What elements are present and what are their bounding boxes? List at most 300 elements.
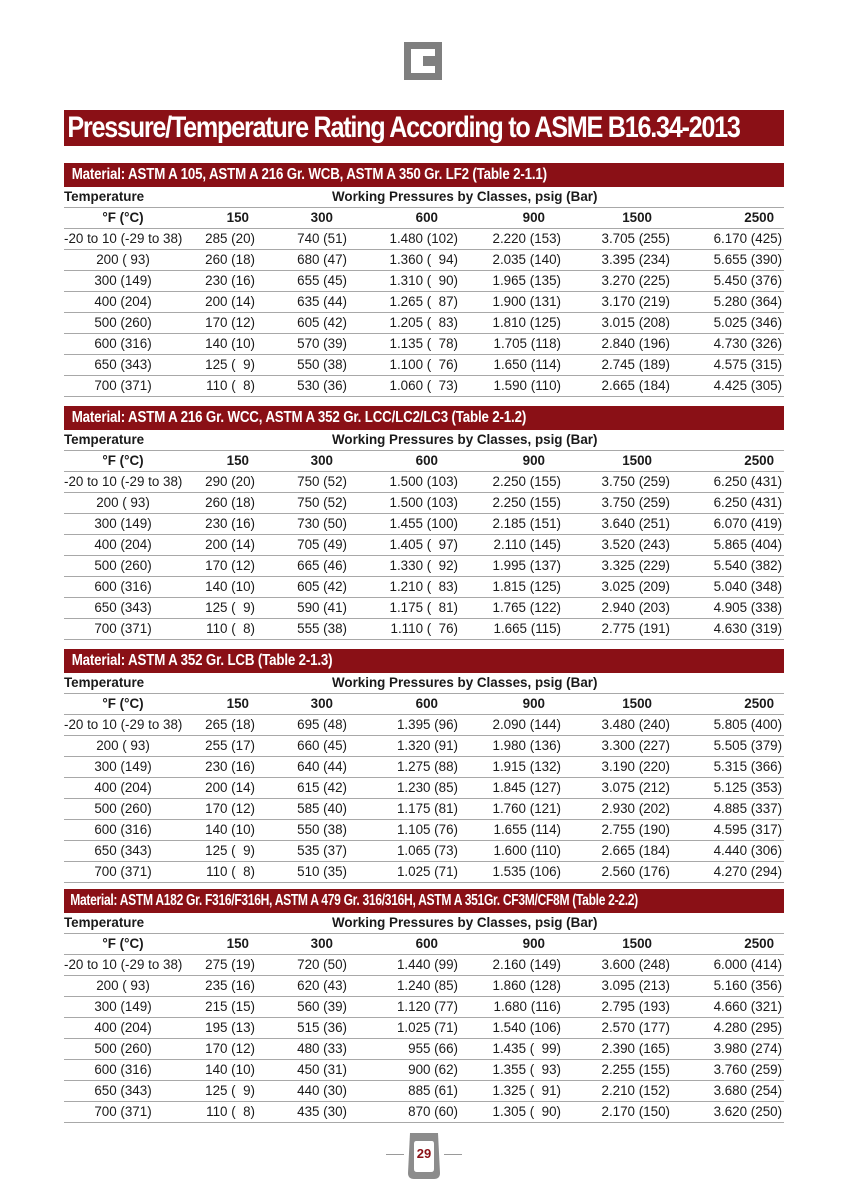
rating-table-section (64, 406, 784, 640)
pressure-cell: 870 (60) (359, 1102, 466, 1123)
temperature-cell: 500 (260) (64, 556, 192, 577)
temperature-cell: 650 (343) (64, 1081, 192, 1102)
pressure-cell: 900 (62) (359, 1060, 466, 1081)
working-pressures-heading: Working Pressures by Classes, psig (Bar) (192, 187, 784, 208)
pressure-rating-table (64, 430, 784, 640)
pressure-cell: 5.865 (404) (678, 535, 784, 556)
pressure-cell: 1.765 (122) (466, 598, 571, 619)
pressure-cell: 2.755 (190) (571, 820, 678, 841)
table-row (64, 229, 784, 250)
pressure-cell: 125 ( 9) (192, 841, 259, 862)
material-header: Material: ASTM A182 Gr. F316/F316H, ASTM A 479 Gr. 316/316H, ASTM A 351Gr. CF3M/CF8M (Table 2-2.2) (64, 889, 784, 913)
pressure-cell: 1.395 (96) (359, 715, 466, 736)
pressure-cell: 2.665 (184) (571, 841, 678, 862)
page-footer (386, 1133, 462, 1179)
temperature-unit-header: °F (°C) (64, 208, 192, 229)
temperature-cell: 400 (204) (64, 778, 192, 799)
pressure-cell: 695 (48) (259, 715, 359, 736)
pressure-cell: 3.300 (227) (571, 736, 678, 757)
temperature-cell: -20 to 10 (-29 to 38) (64, 955, 192, 976)
pressure-cell: 550 (38) (259, 355, 359, 376)
pressure-cell: 140 (10) (192, 820, 259, 841)
table-row (64, 250, 784, 271)
table-row (64, 736, 784, 757)
table-row (64, 313, 784, 334)
pressure-cell: 655 (45) (259, 271, 359, 292)
pressure-cell: 3.325 (229) (571, 556, 678, 577)
table-row (64, 577, 784, 598)
pressure-cell: 1.810 (125) (466, 313, 571, 334)
pressure-cell: 2.160 (149) (466, 955, 571, 976)
pressure-cell: 1.535 (106) (466, 862, 571, 883)
pressure-cell: 3.270 (225) (571, 271, 678, 292)
pressure-cell: 5.125 (353) (678, 778, 784, 799)
pressure-cell: 5.040 (348) (678, 577, 784, 598)
pressure-cell: 260 (18) (192, 493, 259, 514)
pressure-cell: 4.270 (294) (678, 862, 784, 883)
pressure-cell: 4.885 (337) (678, 799, 784, 820)
pressure-cell: 1.440 (99) (359, 955, 466, 976)
pressure-cell: 5.280 (364) (678, 292, 784, 313)
temperature-heading: Temperature (64, 430, 192, 451)
class-column-header: 600 (359, 451, 466, 472)
pressure-cell: 585 (40) (259, 799, 359, 820)
pressure-cell: 550 (38) (259, 820, 359, 841)
temperature-cell: 600 (316) (64, 577, 192, 598)
pressure-cell: 1.120 (77) (359, 997, 466, 1018)
class-column-header: 900 (466, 451, 571, 472)
pressure-cell: 3.015 (208) (571, 313, 678, 334)
pressure-cell: 4.660 (321) (678, 997, 784, 1018)
pressure-cell: 1.265 ( 87) (359, 292, 466, 313)
temperature-cell: 500 (260) (64, 313, 192, 334)
pressure-cell: 605 (42) (259, 577, 359, 598)
pressure-cell: 3.760 (259) (678, 1060, 784, 1081)
pressure-cell: 265 (18) (192, 715, 259, 736)
pressure-cell: 1.325 ( 91) (466, 1081, 571, 1102)
pressure-cell: 2.390 (165) (571, 1039, 678, 1060)
pressure-cell: 2.170 (150) (571, 1102, 678, 1123)
pressure-cell: 170 (12) (192, 313, 259, 334)
pressure-cell: 5.505 (379) (678, 736, 784, 757)
pressure-cell: 110 ( 8) (192, 619, 259, 640)
table-row (64, 841, 784, 862)
temperature-cell: 650 (343) (64, 598, 192, 619)
temperature-cell: 300 (149) (64, 514, 192, 535)
pressure-cell: 2.210 (152) (571, 1081, 678, 1102)
pressure-cell: 2.930 (202) (571, 799, 678, 820)
pressure-cell: 200 (14) (192, 778, 259, 799)
table-row (64, 997, 784, 1018)
pressure-cell: 1.480 (102) (359, 229, 466, 250)
working-pressures-heading: Working Pressures by Classes, psig (Bar) (192, 430, 784, 451)
pressure-cell: 720 (50) (259, 955, 359, 976)
material-header: Material: ASTM A 352 Gr. LCB (Table 2-1.3) (64, 649, 784, 673)
pressure-cell: 140 (10) (192, 334, 259, 355)
temperature-cell: 300 (149) (64, 997, 192, 1018)
material-header: Material: ASTM A 105, ASTM A 216 Gr. WCB, ASTM A 350 Gr. LF2 (Table 2-1.1) (64, 163, 784, 187)
footer-divider (444, 1154, 462, 1155)
class-column-header: 1500 (571, 694, 678, 715)
temperature-heading: Temperature (64, 673, 192, 694)
class-column-header: 300 (259, 694, 359, 715)
pressure-cell: 1.240 (85) (359, 976, 466, 997)
pressure-cell: 450 (31) (259, 1060, 359, 1081)
pressure-cell: 3.705 (255) (571, 229, 678, 250)
pressure-cell: 285 (20) (192, 229, 259, 250)
pressure-cell: 1.205 ( 83) (359, 313, 466, 334)
table-row (64, 1060, 784, 1081)
pressure-cell: 5.540 (382) (678, 556, 784, 577)
pressure-cell: 3.520 (243) (571, 535, 678, 556)
pressure-cell: 1.405 ( 97) (359, 535, 466, 556)
material-header: Material: ASTM A 216 Gr. WCC, ASTM A 352 Gr. LCC/LC2/LC3 (Table 2-1.2) (64, 406, 784, 430)
rating-table-section (64, 649, 784, 883)
pressure-cell: 2.220 (153) (466, 229, 571, 250)
table-row (64, 535, 784, 556)
pressure-cell: 1.330 ( 92) (359, 556, 466, 577)
pressure-cell: 1.065 (73) (359, 841, 466, 862)
temperature-cell: 650 (343) (64, 841, 192, 862)
pressure-cell: 125 ( 9) (192, 1081, 259, 1102)
pressure-cell: 1.590 (110) (466, 376, 571, 397)
pressure-cell: 1.230 (85) (359, 778, 466, 799)
pressure-cell: 510 (35) (259, 862, 359, 883)
pressure-cell: 3.190 (220) (571, 757, 678, 778)
pressure-cell: 6.250 (431) (678, 493, 784, 514)
pressure-rating-table (64, 673, 784, 883)
table-row (64, 757, 784, 778)
pressure-cell: 200 (14) (192, 292, 259, 313)
temperature-cell: 200 ( 93) (64, 250, 192, 271)
pressure-cell: 1.210 ( 83) (359, 577, 466, 598)
pressure-cell: 3.680 (254) (678, 1081, 784, 1102)
pressure-cell: 2.035 (140) (466, 250, 571, 271)
pressure-cell: 665 (46) (259, 556, 359, 577)
working-pressures-heading: Working Pressures by Classes, psig (Bar) (192, 913, 784, 934)
pressure-cell: 555 (38) (259, 619, 359, 640)
pressure-cell: 1.760 (121) (466, 799, 571, 820)
pressure-rating-table (64, 913, 784, 1123)
pressure-cell: 5.160 (356) (678, 976, 784, 997)
table-row (64, 862, 784, 883)
temperature-cell: 700 (371) (64, 862, 192, 883)
pressure-cell: 3.980 (274) (678, 1039, 784, 1060)
pressure-cell: 2.665 (184) (571, 376, 678, 397)
pressure-cell: 1.705 (118) (466, 334, 571, 355)
pressure-cell: 435 (30) (259, 1102, 359, 1123)
pressure-cell: 1.025 (71) (359, 1018, 466, 1039)
pressure-cell: 1.600 (110) (466, 841, 571, 862)
pressure-rating-table (64, 187, 784, 397)
pressure-cell: 3.170 (219) (571, 292, 678, 313)
pressure-cell: 5.450 (376) (678, 271, 784, 292)
pressure-cell: 5.025 (346) (678, 313, 784, 334)
table-row (64, 493, 784, 514)
pressure-cell: 2.745 (189) (571, 355, 678, 376)
pressure-cell: 1.310 ( 90) (359, 271, 466, 292)
pressure-cell: 2.185 (151) (466, 514, 571, 535)
pressure-cell: 640 (44) (259, 757, 359, 778)
class-column-header: 300 (259, 451, 359, 472)
table-row (64, 1018, 784, 1039)
temperature-cell: 200 ( 93) (64, 736, 192, 757)
class-column-header: 150 (192, 451, 259, 472)
pressure-cell: 1.100 ( 76) (359, 355, 466, 376)
temperature-unit-header: °F (°C) (64, 694, 192, 715)
pressure-cell: 1.105 (76) (359, 820, 466, 841)
pressure-cell: 2.570 (177) (571, 1018, 678, 1039)
temperature-cell: 400 (204) (64, 292, 192, 313)
class-column-header: 150 (192, 934, 259, 955)
table-row (64, 619, 784, 640)
pressure-cell: 1.320 (91) (359, 736, 466, 757)
pressure-cell: 195 (13) (192, 1018, 259, 1039)
temperature-cell: 600 (316) (64, 1060, 192, 1081)
pressure-cell: 5.805 (400) (678, 715, 784, 736)
pressure-cell: 3.095 (213) (571, 976, 678, 997)
pressure-cell: 140 (10) (192, 577, 259, 598)
pressure-cell: 2.795 (193) (571, 997, 678, 1018)
working-pressures-heading: Working Pressures by Classes, psig (Bar) (192, 673, 784, 694)
pressure-cell: 590 (41) (259, 598, 359, 619)
temperature-cell: -20 to 10 (-29 to 38) (64, 715, 192, 736)
pressure-cell: 1.175 ( 81) (359, 598, 466, 619)
pressure-cell: 3.750 (259) (571, 472, 678, 493)
temperature-cell: 500 (260) (64, 799, 192, 820)
table-row (64, 1039, 784, 1060)
pressure-cell: 4.575 (315) (678, 355, 784, 376)
pressure-cell: 110 ( 8) (192, 376, 259, 397)
temperature-cell: 200 ( 93) (64, 493, 192, 514)
temperature-cell: 650 (343) (64, 355, 192, 376)
class-column-header: 300 (259, 934, 359, 955)
pressure-cell: 1.355 ( 93) (466, 1060, 571, 1081)
pressure-cell: 1.025 (71) (359, 862, 466, 883)
pressure-cell: 1.540 (106) (466, 1018, 571, 1039)
table-row (64, 1081, 784, 1102)
class-column-header: 2500 (678, 694, 784, 715)
pressure-cell: 740 (51) (259, 229, 359, 250)
pressure-cell: 2.090 (144) (466, 715, 571, 736)
class-column-header: 600 (359, 208, 466, 229)
pressure-cell: 215 (15) (192, 997, 259, 1018)
pressure-cell: 480 (33) (259, 1039, 359, 1060)
temperature-cell: 500 (260) (64, 1039, 192, 1060)
pressure-cell: 4.595 (317) (678, 820, 784, 841)
pressure-cell: 750 (52) (259, 472, 359, 493)
rating-table-section (64, 889, 784, 1123)
pressure-cell: 515 (36) (259, 1018, 359, 1039)
pressure-cell: 2.775 (191) (571, 619, 678, 640)
rating-table-section (64, 163, 784, 397)
pressure-cell: 1.305 ( 90) (466, 1102, 571, 1123)
temperature-cell: -20 to 10 (-29 to 38) (64, 472, 192, 493)
temperature-cell: 700 (371) (64, 376, 192, 397)
pressure-cell: 2.940 (203) (571, 598, 678, 619)
pressure-cell: 3.480 (240) (571, 715, 678, 736)
temperature-cell: 300 (149) (64, 271, 192, 292)
pressure-cell: 2.560 (176) (571, 862, 678, 883)
pressure-cell: 3.620 (250) (678, 1102, 784, 1123)
pressure-cell: 235 (16) (192, 976, 259, 997)
pressure-cell: 3.600 (248) (571, 955, 678, 976)
temperature-heading: Temperature (64, 913, 192, 934)
pressure-cell: 140 (10) (192, 1060, 259, 1081)
table-row (64, 820, 784, 841)
pressure-cell: 885 (61) (359, 1081, 466, 1102)
table-row (64, 715, 784, 736)
pressure-cell: 1.435 ( 99) (466, 1039, 571, 1060)
pressure-cell: 1.915 (132) (466, 757, 571, 778)
pressure-cell: 1.110 ( 76) (359, 619, 466, 640)
temperature-heading: Temperature (64, 187, 192, 208)
table-row (64, 376, 784, 397)
pressure-cell: 110 ( 8) (192, 862, 259, 883)
company-logo-icon (404, 42, 442, 80)
pressure-cell: 4.280 (295) (678, 1018, 784, 1039)
pressure-cell: 1.995 (137) (466, 556, 571, 577)
pressure-cell: 125 ( 9) (192, 598, 259, 619)
temperature-cell: -20 to 10 (-29 to 38) (64, 229, 192, 250)
class-column-header: 900 (466, 934, 571, 955)
table-row (64, 514, 784, 535)
pressure-cell: 1.360 ( 94) (359, 250, 466, 271)
pressure-cell: 275 (19) (192, 955, 259, 976)
pressure-cell: 1.455 (100) (359, 514, 466, 535)
class-column-header: 2500 (678, 934, 784, 955)
pressure-cell: 730 (50) (259, 514, 359, 535)
temperature-cell: 400 (204) (64, 535, 192, 556)
temperature-cell: 700 (371) (64, 619, 192, 640)
pressure-cell: 6.170 (425) (678, 229, 784, 250)
table-row (64, 778, 784, 799)
pressure-cell: 1.815 (125) (466, 577, 571, 598)
pressure-cell: 6.070 (419) (678, 514, 784, 535)
pressure-cell: 750 (52) (259, 493, 359, 514)
pressure-cell: 1.500 (103) (359, 493, 466, 514)
page-number: 29 (416, 1146, 432, 1161)
pressure-cell: 2.250 (155) (466, 493, 571, 514)
table-row (64, 1102, 784, 1123)
pressure-cell: 1.965 (135) (466, 271, 571, 292)
pressure-cell: 1.845 (127) (466, 778, 571, 799)
table-row (64, 976, 784, 997)
pressure-cell: 200 (14) (192, 535, 259, 556)
pressure-cell: 6.250 (431) (678, 472, 784, 493)
table-row (64, 271, 784, 292)
pressure-cell: 230 (16) (192, 757, 259, 778)
temperature-cell: 300 (149) (64, 757, 192, 778)
pressure-cell: 1.135 ( 78) (359, 334, 466, 355)
pressure-cell: 170 (12) (192, 556, 259, 577)
class-column-header: 900 (466, 208, 571, 229)
pressure-cell: 680 (47) (259, 250, 359, 271)
pressure-cell: 440 (30) (259, 1081, 359, 1102)
pressure-cell: 260 (18) (192, 250, 259, 271)
pressure-cell: 2.110 (145) (466, 535, 571, 556)
temperature-cell: 600 (316) (64, 334, 192, 355)
pressure-cell: 535 (37) (259, 841, 359, 862)
pressure-cell: 3.640 (251) (571, 514, 678, 535)
pressure-cell: 4.440 (306) (678, 841, 784, 862)
pressure-cell: 110 ( 8) (192, 1102, 259, 1123)
pressure-cell: 1.665 (115) (466, 619, 571, 640)
pressure-cell: 530 (36) (259, 376, 359, 397)
pressure-cell: 560 (39) (259, 997, 359, 1018)
table-row (64, 955, 784, 976)
pressure-cell: 125 ( 9) (192, 355, 259, 376)
class-column-header: 600 (359, 934, 466, 955)
pressure-cell: 3.395 (234) (571, 250, 678, 271)
pressure-cell: 4.905 (338) (678, 598, 784, 619)
pressure-cell: 1.175 (81) (359, 799, 466, 820)
class-column-header: 2500 (678, 451, 784, 472)
table-row (64, 334, 784, 355)
pressure-cell: 1.860 (128) (466, 976, 571, 997)
table-row (64, 472, 784, 493)
pressure-cell: 4.730 (326) (678, 334, 784, 355)
pressure-cell: 230 (16) (192, 514, 259, 535)
pressure-cell: 230 (16) (192, 271, 259, 292)
class-column-header: 2500 (678, 208, 784, 229)
class-column-header: 300 (259, 208, 359, 229)
table-row (64, 292, 784, 313)
pressure-cell: 1.680 (116) (466, 997, 571, 1018)
pressure-cell: 290 (20) (192, 472, 259, 493)
pressure-cell: 705 (49) (259, 535, 359, 556)
class-column-header: 600 (359, 694, 466, 715)
pressure-cell: 570 (39) (259, 334, 359, 355)
pressure-cell: 620 (43) (259, 976, 359, 997)
temperature-cell: 200 ( 93) (64, 976, 192, 997)
pressure-cell: 660 (45) (259, 736, 359, 757)
pressure-cell: 4.425 (305) (678, 376, 784, 397)
pressure-cell: 170 (12) (192, 1039, 259, 1060)
pressure-cell: 5.655 (390) (678, 250, 784, 271)
class-column-header: 900 (466, 694, 571, 715)
table-row (64, 799, 784, 820)
class-column-header: 150 (192, 208, 259, 229)
class-column-header: 1500 (571, 934, 678, 955)
pressure-cell: 2.250 (155) (466, 472, 571, 493)
pressure-cell: 605 (42) (259, 313, 359, 334)
pressure-cell: 1.655 (114) (466, 820, 571, 841)
pressure-cell: 2.840 (196) (571, 334, 678, 355)
temperature-cell: 400 (204) (64, 1018, 192, 1039)
footer-divider (386, 1154, 404, 1155)
pressure-cell: 1.275 (88) (359, 757, 466, 778)
pressure-cell: 1.900 (131) (466, 292, 571, 313)
pressure-cell: 255 (17) (192, 736, 259, 757)
temperature-cell: 600 (316) (64, 820, 192, 841)
pressure-cell: 3.025 (209) (571, 577, 678, 598)
pressure-cell: 3.750 (259) (571, 493, 678, 514)
pressure-cell: 2.255 (155) (571, 1060, 678, 1081)
table-row (64, 556, 784, 577)
pressure-cell: 1.500 (103) (359, 472, 466, 493)
class-column-header: 1500 (571, 208, 678, 229)
pressure-cell: 3.075 (212) (571, 778, 678, 799)
pressure-cell: 615 (42) (259, 778, 359, 799)
class-column-header: 1500 (571, 451, 678, 472)
class-column-header: 150 (192, 694, 259, 715)
pressure-cell: 1.980 (136) (466, 736, 571, 757)
page-title: Pressure/Temperature Rating According to ASME B16.34-2013 (64, 110, 784, 146)
pressure-cell: 5.315 (366) (678, 757, 784, 778)
temperature-unit-header: °F (°C) (64, 934, 192, 955)
pressure-cell: 955 (66) (359, 1039, 466, 1060)
